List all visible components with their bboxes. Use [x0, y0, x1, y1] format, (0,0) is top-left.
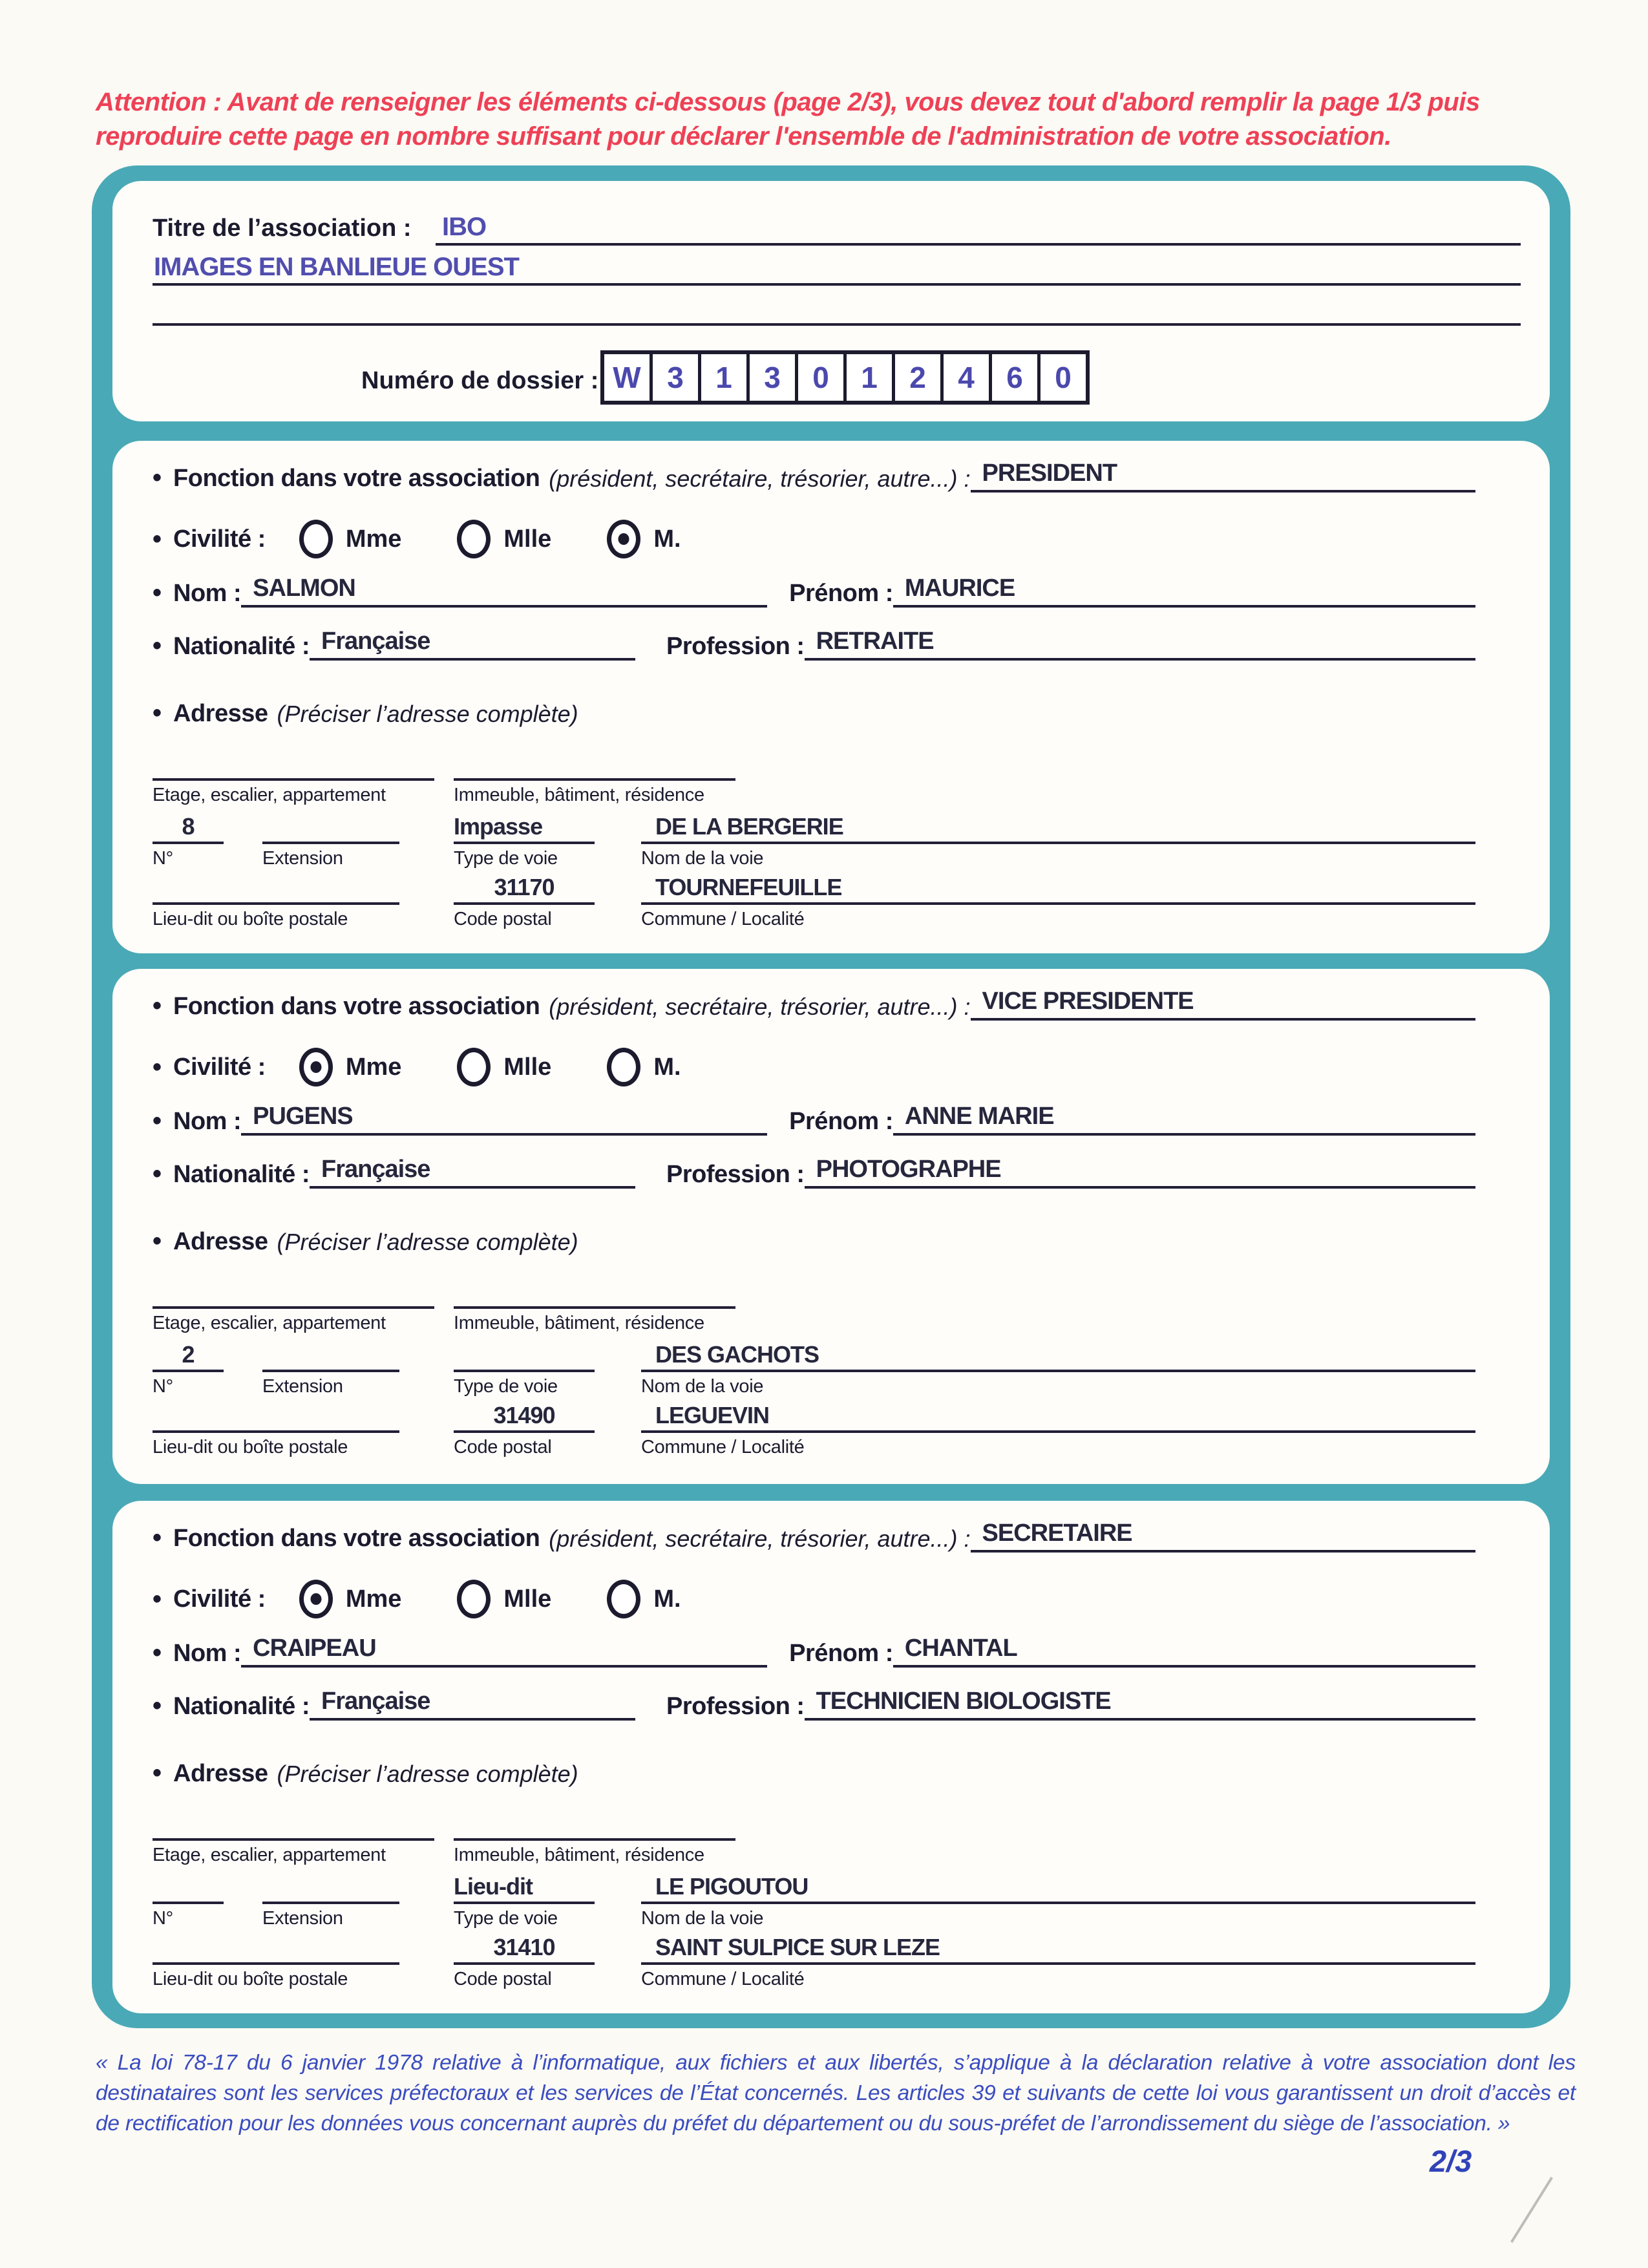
etage-label: Etage, escalier, appartement: [153, 1313, 386, 1333]
prenom-value[interactable]: ANNE MARIE: [893, 1101, 1475, 1136]
civilite-m-label: M.: [653, 1585, 681, 1613]
type-voie-label: Type de voie: [454, 848, 558, 869]
lieu-dit-value[interactable]: [153, 1930, 399, 1965]
immeuble-value[interactable]: [454, 1274, 735, 1309]
commune-label: Commune / Localité: [641, 1969, 805, 1989]
dossier-cell[interactable]: 1: [843, 354, 892, 401]
civilite-mme-radio[interactable]: [299, 520, 333, 558]
immeuble-label: Immeuble, bâtiment, résidence: [454, 1845, 704, 1865]
prenom-value[interactable]: MAURICE: [893, 573, 1475, 608]
profession-value[interactable]: RETRAITE: [805, 626, 1475, 661]
immeuble-value[interactable]: [454, 746, 735, 781]
civilite-mme-label: Mme: [345, 1585, 402, 1613]
nationalite-value[interactable]: Française: [310, 626, 635, 661]
code-postal-value[interactable]: 31490: [454, 1398, 595, 1433]
fonction-hint: (président, secrétaire, trésorier, autre...) :: [549, 465, 971, 492]
numero-label: N°: [153, 1376, 173, 1397]
nom-voie-value[interactable]: DES GACHOTS: [641, 1337, 1475, 1372]
dossier-cell[interactable]: 4: [940, 354, 989, 401]
association-title-line1[interactable]: [436, 209, 1521, 246]
etage-label: Etage, escalier, appartement: [153, 1845, 386, 1865]
extension-value[interactable]: [262, 809, 399, 844]
profession-label: Profession :: [666, 633, 805, 660]
dossier-number-boxes[interactable]: [600, 350, 1090, 405]
nom-voie-value[interactable]: DE LA BERGERIE: [641, 809, 1475, 844]
nom-value[interactable]: SALMON: [241, 573, 767, 608]
lieu-dit-label: Lieu-dit ou boîte postale: [153, 909, 348, 929]
lieu-dit-value[interactable]: [153, 1398, 399, 1433]
civilite-m-radio[interactable]: [607, 1580, 640, 1618]
profession-label: Profession :: [666, 1161, 805, 1188]
bullet: •: [153, 463, 162, 492]
nationalite-label: Nationalité :: [173, 633, 310, 660]
fonction-label: Fonction dans votre association: [173, 465, 540, 492]
dossier-cell[interactable]: 1: [698, 354, 746, 401]
fonction-value[interactable]: SECRETAIRE: [971, 1518, 1475, 1553]
bullet: •: [153, 1052, 162, 1081]
scan-artifact-line: [1510, 2177, 1553, 2243]
profession-value[interactable]: PHOTOGRAPHE: [805, 1154, 1475, 1189]
association-title-line3[interactable]: [153, 290, 1521, 326]
bullet: •: [153, 991, 162, 1020]
bullet: •: [153, 1759, 162, 1787]
dossier-cell[interactable]: 2: [892, 354, 940, 401]
extension-label: Extension: [262, 848, 343, 869]
bullet: •: [153, 1107, 162, 1135]
numero-value[interactable]: 8: [153, 809, 224, 844]
nationalite-value[interactable]: Française: [310, 1686, 635, 1721]
numero-value[interactable]: [153, 1869, 224, 1904]
member-section-vice-presidente: [112, 969, 1550, 1484]
civilite-m-radio[interactable]: [607, 1048, 640, 1086]
nationalite-value[interactable]: Française: [310, 1154, 635, 1189]
civilite-mlle-label: Mlle: [503, 525, 552, 553]
bullet: •: [153, 1227, 162, 1255]
dossier-cell[interactable]: 3: [746, 354, 795, 401]
lieu-dit-label: Lieu-dit ou boîte postale: [153, 1969, 348, 1989]
fonction-value[interactable]: PRESIDENT: [971, 458, 1475, 493]
type-voie-value[interactable]: Lieu-dit: [454, 1869, 595, 1904]
association-title-value2: IMAGES EN BANLIEUE OUEST: [154, 253, 519, 281]
profession-value[interactable]: TECHNICIEN BIOLOGISTE: [805, 1686, 1475, 1721]
civilite-mlle-label: Mlle: [503, 1585, 552, 1613]
extension-value[interactable]: [262, 1337, 399, 1372]
bullet: •: [153, 1638, 162, 1667]
adresse-hint: (Préciser l’adresse complète): [277, 701, 578, 727]
numero-label: N°: [153, 848, 173, 869]
commune-value[interactable]: SAINT SULPICE SUR LEZE: [641, 1930, 1475, 1965]
immeuble-label: Immeuble, bâtiment, résidence: [454, 785, 704, 805]
commune-label: Commune / Localité: [641, 909, 805, 929]
extension-label: Extension: [262, 1376, 343, 1397]
bullet: •: [153, 578, 162, 607]
numero-value[interactable]: 2: [153, 1337, 224, 1372]
dossier-cell[interactable]: 3: [650, 354, 698, 401]
code-postal-label: Code postal: [454, 1437, 552, 1457]
prenom-label: Prénom :: [789, 1640, 893, 1667]
dossier-cell[interactable]: 6: [989, 354, 1037, 401]
etage-label: Etage, escalier, appartement: [153, 785, 386, 805]
fonction-value[interactable]: VICE PRESIDENTE: [971, 986, 1475, 1021]
dossier-cell[interactable]: 0: [795, 354, 843, 401]
bullet: •: [153, 699, 162, 727]
civilite-m-label: M.: [653, 525, 681, 553]
type-voie-value[interactable]: Impasse: [454, 809, 595, 844]
lieu-dit-value[interactable]: [153, 870, 399, 905]
fonction-hint: (président, secrétaire, trésorier, autre...) :: [549, 1525, 971, 1552]
adresse-label: Adresse: [173, 700, 268, 727]
civilite-mlle-label: Mlle: [503, 1053, 552, 1081]
nom-value[interactable]: CRAIPEAU: [241, 1633, 767, 1668]
nationalite-label: Nationalité :: [173, 1693, 310, 1720]
etage-value[interactable]: [153, 1806, 434, 1841]
civilite-m-label: M.: [653, 1053, 681, 1081]
commune-label: Commune / Localité: [641, 1437, 805, 1457]
adresse-label: Adresse: [173, 1228, 268, 1255]
code-postal-value[interactable]: 31410: [454, 1930, 595, 1965]
type-voie-label: Type de voie: [454, 1376, 558, 1397]
page-number: 2/3: [1430, 2144, 1472, 2178]
civilite-m-radio[interactable]: [607, 520, 640, 558]
civilite-mme-label: Mme: [345, 1053, 402, 1081]
fonction-label: Fonction dans votre association: [173, 1525, 540, 1552]
civilite-label: Civilité :: [173, 525, 266, 553]
nom-label: Nom :: [173, 1640, 242, 1667]
fonction-hint: (président, secrétaire, trésorier, autre...) :: [549, 993, 971, 1020]
extension-label: Extension: [262, 1908, 343, 1929]
commune-value[interactable]: LEGUEVIN: [641, 1398, 1475, 1433]
immeuble-label: Immeuble, bâtiment, résidence: [454, 1313, 704, 1333]
type-voie-label: Type de voie: [454, 1908, 558, 1929]
bullet: •: [153, 1160, 162, 1188]
title-box: [112, 181, 1550, 421]
adresse-label: Adresse: [173, 1760, 268, 1787]
nom-voie-label: Nom de la voie: [641, 1376, 764, 1397]
attention-warning: Attention : Avant de renseigner les éléments ci-dessous (page 2/3), vous devez tout d'abord remplir la page 1/3 puis reproduire cette page en nombre suffisant pour déclarer l'ensemble de l'administration de votre association.: [96, 88, 1480, 151]
commune-value[interactable]: TOURNEFEUILLE: [641, 870, 1475, 905]
prenom-label: Prénom :: [789, 1108, 893, 1135]
civilite-mme-label: Mme: [345, 525, 402, 553]
nom-voie-label: Nom de la voie: [641, 1908, 764, 1929]
lieu-dit-label: Lieu-dit ou boîte postale: [153, 1437, 348, 1457]
type-voie-value[interactable]: [454, 1337, 595, 1372]
prenom-value[interactable]: CHANTAL: [893, 1633, 1475, 1668]
fonction-label: Fonction dans votre association: [173, 993, 540, 1020]
etage-value[interactable]: [153, 1274, 434, 1309]
nom-value[interactable]: PUGENS: [241, 1101, 767, 1136]
dossier-cell[interactable]: W: [613, 361, 641, 394]
bullet: •: [153, 1523, 162, 1552]
nom-voie-label: Nom de la voie: [641, 848, 764, 869]
profession-label: Profession :: [666, 1693, 805, 1720]
prenom-label: Prénom :: [789, 580, 893, 607]
legal-notice: « La loi 78-17 du 6 janvier 1978 relative à l’informatique, aux fichiers et aux libertés, s’applique à la déclaration relative à votre association dont les destinataires sont les services préfectoraux et les services de l’État concernés. Les articles 39 et suivants de cette loi vous garantissent un droit d’accès et de rectification pour les données vous concernant auprès du préfet du département ou du sous-préfet de l’arrondissement du siège de l’association. »: [96, 2051, 1576, 2136]
dossier-number-label: Numéro de dossier :: [361, 367, 599, 394]
form-frame: [92, 165, 1570, 2028]
dossier-cell[interactable]: 0: [1037, 354, 1086, 401]
adresse-hint: (Préciser l’adresse complète): [277, 1229, 578, 1255]
civilite-label: Civilité :: [173, 1585, 266, 1613]
code-postal-value[interactable]: 31170: [454, 870, 595, 905]
civilite-mlle-radio[interactable]: [457, 1048, 491, 1086]
bullet: •: [153, 631, 162, 660]
nom-voie-value[interactable]: LE PIGOUTOU: [641, 1869, 1475, 1904]
extension-value[interactable]: [262, 1869, 399, 1904]
numero-label: N°: [153, 1908, 173, 1929]
association-title-label: Titre de l’association :: [153, 215, 412, 242]
bullet: •: [153, 524, 162, 553]
civilite-label: Civilité :: [173, 1053, 266, 1081]
member-section-president: [112, 441, 1550, 953]
bullet: •: [153, 1691, 162, 1720]
etage-value[interactable]: [153, 746, 434, 781]
nom-label: Nom :: [173, 580, 242, 607]
nationalite-label: Nationalité :: [173, 1161, 310, 1188]
bullet: •: [153, 1584, 162, 1613]
member-section-secretaire: [112, 1501, 1550, 2013]
civilite-mme-radio[interactable]: [299, 1580, 333, 1618]
code-postal-label: Code postal: [454, 909, 552, 929]
association-title-line2[interactable]: [153, 249, 1521, 286]
code-postal-label: Code postal: [454, 1969, 552, 1989]
civilite-mlle-radio[interactable]: [457, 1580, 491, 1618]
civilite-mme-radio[interactable]: [299, 1048, 333, 1086]
immeuble-value[interactable]: [454, 1806, 735, 1841]
nom-label: Nom :: [173, 1108, 242, 1135]
civilite-mlle-radio[interactable]: [457, 520, 491, 558]
association-title-value1: IBO: [442, 213, 487, 241]
adresse-hint: (Préciser l’adresse complète): [277, 1761, 578, 1787]
